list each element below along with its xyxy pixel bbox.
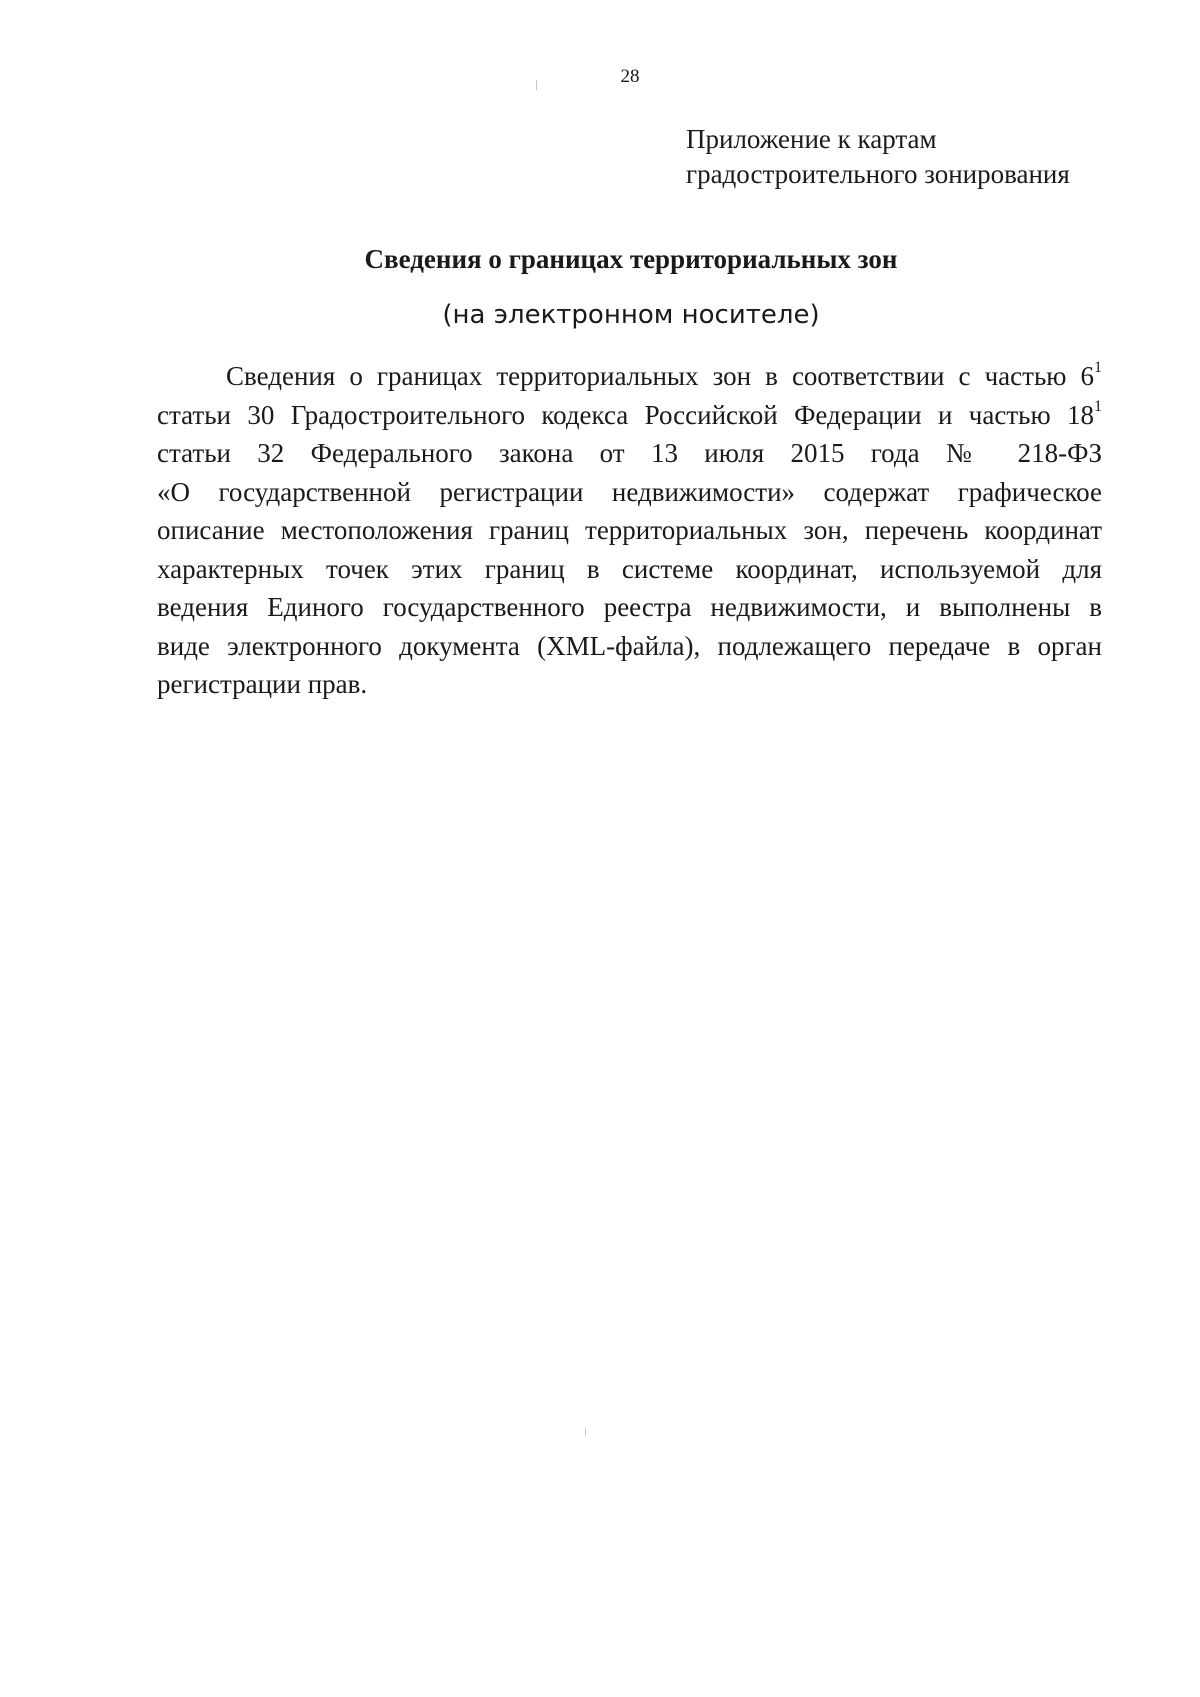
appendix-line-2: градостроительного зонирования [686,159,1070,189]
paragraph-line: виде электронного документа (XML-файла), подлежащего передаче в орган [157,630,1102,661]
scan-artifact [585,1428,586,1436]
paragraph-line-text: Сведения о границах территориальных зон в соответствии с частью 6 [226,361,1094,391]
superscript: 1 [1094,359,1102,376]
paragraph-line: описание местоположения границ территориальных зон, перечень координат [157,515,1102,545]
paragraph-line: регистрации прав. [157,669,368,699]
document-subtitle: (на электронном носителе) [442,300,820,330]
paragraph-line-text: статьи 30 Градостроительного кодекса Российской Федерации и частью 18 [157,399,1094,430]
paragraph-line: ведения Единого государственного реестра недвижимости, и выполнены в [157,592,1102,622]
paragraph-line: характерных точек этих границ в системе координат, используемой для [157,553,1102,584]
paragraph-line: «О государственной регистрации недвижимости» содержат графическое [157,476,1102,507]
body-paragraph [157,357,1102,704]
scan-artifact [536,80,537,90]
page-number: 28 [620,66,640,87]
appendix-line-1: Приложение к картам [686,124,937,154]
paragraph-line [157,396,1102,435]
superscript: 1 [1094,397,1102,415]
paragraph-line: статьи 32 Федерального закона от 13 июля 2015 года № 218-ФЗ [157,438,1102,468]
paragraph-line [157,357,1102,396]
appendix-note [686,122,1070,192]
document-title: Сведения о границах территориальных зон [364,244,898,274]
